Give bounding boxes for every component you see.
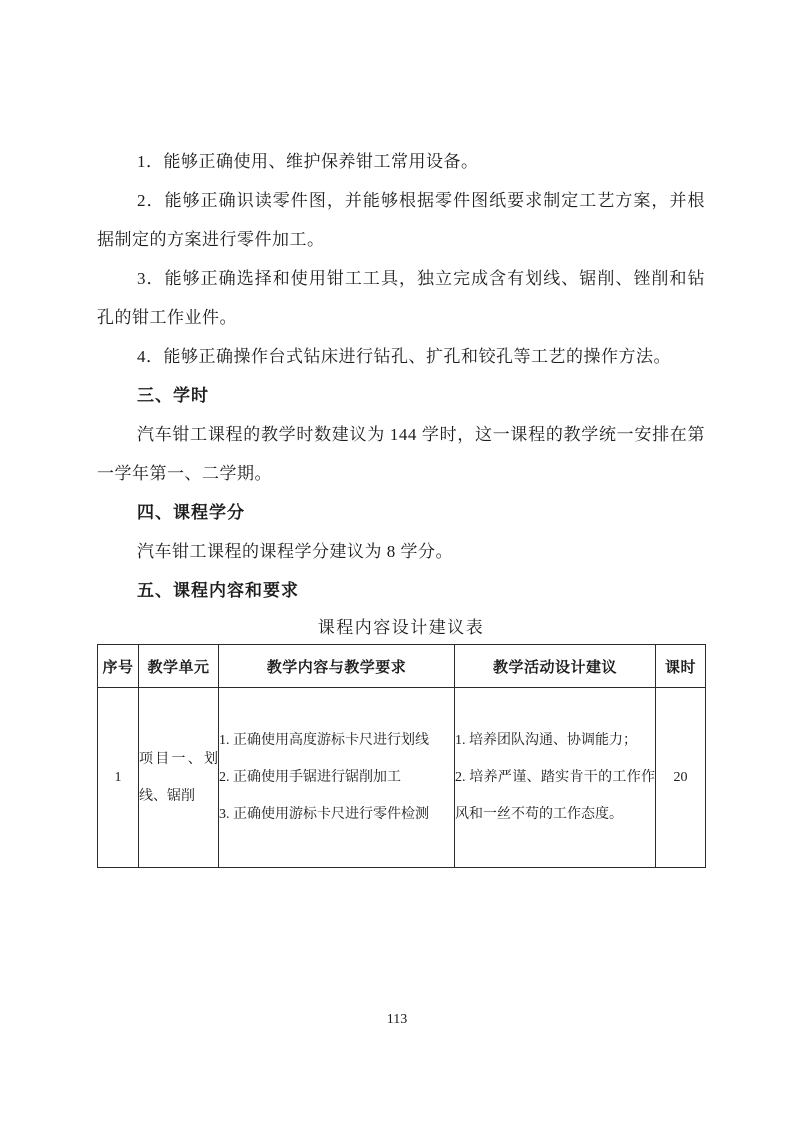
table-header-row xyxy=(98,645,706,688)
intro-item-1: 1．能够正确使用、维护保养钳工常用设备。 xyxy=(137,152,479,171)
table-header-hours: 课时 xyxy=(656,645,706,688)
section-heading-class-hours: 三、学时 xyxy=(137,386,209,405)
cell-hours: 20 xyxy=(656,688,706,868)
activity-item-2: 2. 培养严谨、踏实肯干的工作作风和一丝不苟的工作态度。 xyxy=(455,770,655,822)
content-item-3: 3. 正确使用游标卡尺进行零件检测 xyxy=(219,807,429,822)
cell-unit: 项目一、划线、锯削 xyxy=(139,688,219,868)
content-item-2: 2. 正确使用手锯进行锯削加工 xyxy=(219,770,401,785)
content-item-1: 1. 正确使用高度游标卡尺进行划线 xyxy=(219,733,429,748)
table-header-index: 序号 xyxy=(98,645,139,688)
cell-index: 1 xyxy=(98,688,139,868)
section-heading-course-credits: 四、课程学分 xyxy=(137,503,245,522)
intro-item-2: 2．能够正确识读零件图，并能够根据零件图纸要求制定工艺方案，并根据制定的方案进行零件加工。 xyxy=(97,191,705,249)
table-header-unit: 教学单元 xyxy=(139,645,219,688)
course-content-table xyxy=(97,644,706,868)
intro-item-3: 3．能够正确选择和使用钳工工具，独立完成含有划线、锯削、锉削和钻孔的钳工作业件。 xyxy=(97,269,705,327)
page-number: 113 xyxy=(386,1012,408,1027)
intro-item-4: 4．能够正确操作台式钻床进行钻孔、扩孔和铰孔等工艺的操作方法。 xyxy=(137,347,671,366)
table-header-activity: 教学活动设计建议 xyxy=(455,645,656,688)
table-title: 课程内容设计建议表 xyxy=(317,618,485,637)
page-content xyxy=(97,142,705,868)
activity-item-1: 1. 培养团队沟通、协调能力； xyxy=(455,733,637,748)
cell-activity xyxy=(455,688,656,868)
section-heading-course-content: 五、课程内容和要求 xyxy=(137,581,299,600)
cell-content xyxy=(219,688,455,868)
section-paragraph-course-credits: 汽车钳工课程的课程学分建议为 8 学分。 xyxy=(137,542,453,561)
table-header-content: 教学内容与教学要求 xyxy=(219,645,455,688)
table-row xyxy=(98,688,706,868)
section-paragraph-class-hours: 汽车钳工课程的教学时数建议为 144 学时，这一课程的教学统一安排在第一学年第一、二学期。 xyxy=(97,425,705,483)
